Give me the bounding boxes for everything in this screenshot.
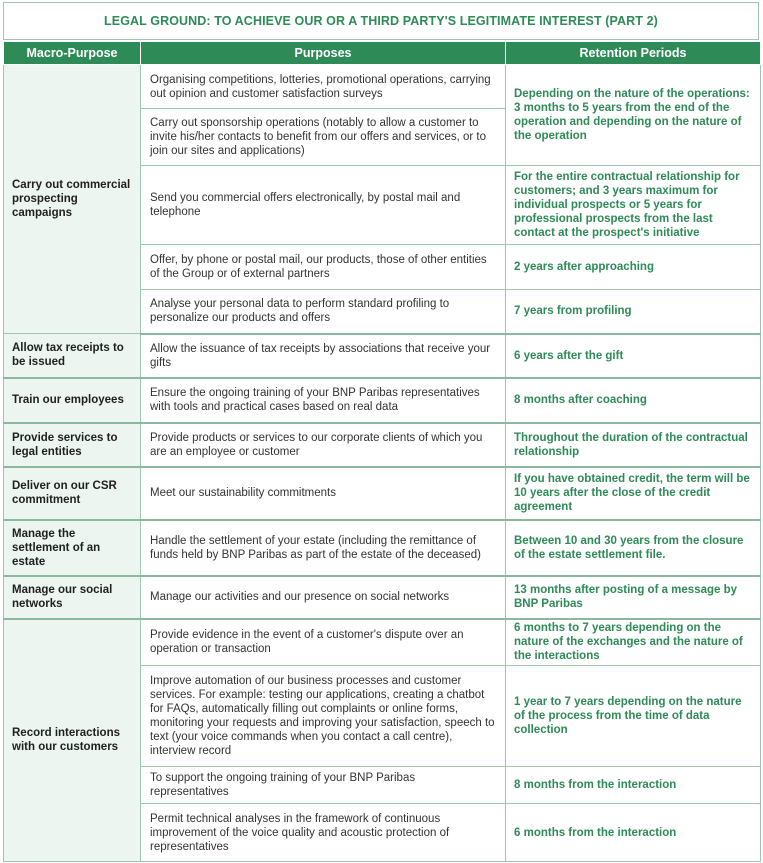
purpose-cell: Handle the settlement of your estate (including the remittance of funds held by BNP Paribas as part of the estate of the deceased) (141, 520, 506, 576)
retention-cell: 2 years after approaching (506, 245, 761, 290)
table-row (4, 334, 761, 378)
purpose-cell: Manage our activities and our presence on social networks (141, 576, 506, 619)
purpose-cell: Allow the issuance of tax receipts by associations that receive your gifts (141, 334, 506, 378)
table-row (4, 423, 761, 467)
table-row (4, 65, 761, 109)
retention-cell: If you have obtained credit, the term will be 10 years after the close of the credit agreement (506, 467, 761, 520)
retention-cell: 6 years after the gift (506, 334, 761, 378)
macro-purpose-cell: Carry out commercial prospecting campaigns (4, 65, 141, 334)
title-main: LEGAL GROUND: TO ACHIEVE OUR OR A THIRD PARTY'S LEGITIMATE INTEREST (104, 14, 602, 28)
purpose-cell: Meet our sustainability commitments (141, 467, 506, 520)
retention-cell: 6 months from the interaction (506, 804, 761, 862)
purpose-cell: Provide evidence in the event of a customer's dispute over an operation or transaction (141, 619, 506, 666)
retention-cell: Depending on the nature of the operations: 3 months to 5 years from the end of the operation and depending on the nature of the operation (506, 65, 761, 166)
header-purposes: Purposes (141, 42, 506, 65)
purpose-cell: To support the ongoing training of your BNP Paribas representatives (141, 767, 506, 804)
retention-cell: 6 months to 7 years depending on the nature of the exchanges and the nature of the interactions (506, 619, 761, 666)
table-row (4, 467, 761, 520)
macro-purpose-cell: Manage the settlement of an estate (4, 520, 141, 576)
macro-purpose-cell: Allow tax receipts to be issued (4, 334, 141, 378)
retention-cell: 13 months after posting of a message by BNP Paribas (506, 576, 761, 619)
retention-table (3, 41, 761, 862)
macro-purpose-cell: Manage our social networks (4, 576, 141, 619)
retention-cell: 8 months after coaching (506, 378, 761, 423)
retention-cell: Between 10 and 30 years from the closure of the estate settlement file. (506, 520, 761, 576)
table-row (4, 619, 761, 666)
retention-cell: 8 months from the interaction (506, 767, 761, 804)
purpose-cell: Offer, by phone or postal mail, our products, those of other entities of the Group or of external partners (141, 245, 506, 290)
retention-cell: For the entire contractual relationship for customers; and 3 years maximum for individual prospects or 5 years for professional prospects from the last contact at the prospect's initiative (506, 166, 761, 245)
retention-cell: Throughout the duration of the contractual relationship (506, 423, 761, 467)
table-row (4, 520, 761, 576)
purpose-cell: Carry out sponsorship operations (notably to allow a customer to invite his/her contacts to benefit from our offers and services, or to join our sites and applications) (141, 109, 506, 166)
purpose-cell: Organising competitions, lotteries, promotional operations, carrying out opinion and customer satisfaction surveys (141, 65, 506, 109)
macro-purpose-cell: Deliver on our CSR commitment (4, 467, 141, 520)
header-row (4, 42, 761, 65)
table-row (4, 576, 761, 619)
purpose-cell: Provide products or services to our corporate clients of which you are an employee or customer (141, 423, 506, 467)
document-title (3, 2, 759, 40)
macro-purpose-cell: Train our employees (4, 378, 141, 423)
header-macro-purpose: Macro-Purpose (4, 42, 141, 65)
header-retention-periods: Retention Periods (506, 42, 761, 65)
purpose-cell: Improve automation of our business processes and customer services. For example: testing our applications, creating a chatbot for FAQs, automatically filling out complaints or online forms, monitoring your requests and improving your satisfaction, speech to text (your voice commands when you contact a call centre), interview record (141, 666, 506, 767)
purpose-cell: Permit technical analyses in the framework of continuous improvement of the voice quality and acoustic protection of representatives (141, 804, 506, 862)
purpose-cell: Ensure the ongoing training of your BNP Paribas representatives with tools and practical cases based on real data (141, 378, 506, 423)
table-row (4, 378, 761, 423)
purpose-cell: Analyse your personal data to perform standard profiling to personalize our products and offers (141, 290, 506, 334)
retention-cell: 7 years from profiling (506, 290, 761, 334)
macro-purpose-cell: Provide services to legal entities (4, 423, 141, 467)
purpose-cell: Send you commercial offers electronically, by postal mail and telephone (141, 166, 506, 245)
macro-purpose-cell: Record interactions with our customers (4, 619, 141, 862)
retention-cell: 1 year to 7 years depending on the nature of the process from the time of data collection (506, 666, 761, 767)
title-part: (PART 2) (605, 14, 658, 28)
